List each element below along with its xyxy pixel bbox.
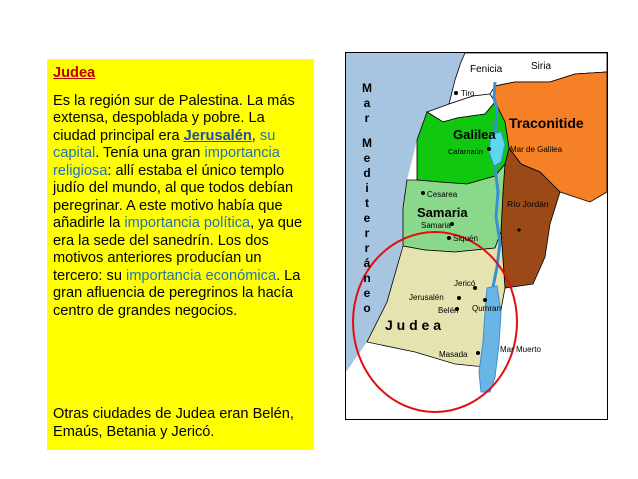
political-importance: importancia política: [124, 215, 251, 231]
sea-letter: r: [364, 226, 370, 240]
economic-importance: importancia económica: [126, 267, 277, 284]
label-siria: Siria: [531, 61, 552, 72]
label-belen: Belén: [438, 306, 459, 315]
religious-importance: importancia religiosa: [53, 145, 280, 179]
label-jerusalen: Jerusalén: [409, 293, 444, 302]
description-paragraph: [53, 93, 308, 321]
city-dot-tiro: [454, 91, 458, 95]
label-fenicia: Fenicia: [470, 64, 503, 75]
sea-letter: e: [363, 211, 371, 225]
sea-letter: e: [363, 286, 371, 300]
label-siquen: Siquén: [453, 234, 478, 243]
label-cesarea: Cesarea: [427, 190, 458, 199]
label-samaria-city: Samaria: [421, 221, 451, 230]
label-mar-de-galilea: Mar de Galilea: [510, 145, 563, 154]
other-cities-paragraph: Otras ciudades de Judea eran Belén, Emaús, Betania y Jericó.: [53, 406, 294, 440]
sea-letter: o: [363, 301, 371, 315]
text-part-3: . Tenía una gran: [95, 145, 205, 161]
palestine-map: [345, 52, 608, 420]
sea-letter: a: [363, 96, 371, 110]
label-jerico: Jericó: [454, 279, 476, 288]
jerusalen-link[interactable]: Jerusalén: [183, 127, 252, 144]
city-dot-masada: [476, 351, 480, 355]
city-dot-jerusalen: [457, 296, 461, 300]
city-dot-peraea: [517, 228, 520, 231]
panel-title: Judea: [53, 65, 96, 81]
sea-letter: M: [362, 81, 372, 95]
label-galilea: Galilea: [453, 127, 496, 142]
label-mar-muerto: Mar Muerto: [500, 345, 541, 354]
label-rio-jordan: Río Jordán: [507, 199, 549, 209]
city-dot-cesarea: [421, 191, 425, 195]
sea-letter: t: [365, 196, 369, 210]
text-part-1: Es la región sur de Palestina. La más extensa, despoblada y pobre. La ciudad principal era: [53, 92, 295, 144]
label-qumran: Qumran: [472, 304, 501, 313]
text-part-5: , ya que era la sede del sanedrín. Los dos motivos anteriores producían un tercero: su: [53, 215, 303, 284]
city-dot-siquen: [447, 236, 451, 240]
city-dot-qumran: [483, 298, 487, 302]
label-traconitide: Traconitide: [509, 115, 584, 131]
capital-phrase: su capital: [53, 127, 276, 161]
judea-description-panel: [47, 59, 314, 450]
sea-letter: i: [365, 181, 369, 195]
label-cafarnaun: Cafarnaún: [448, 147, 484, 156]
sea-letter: M: [362, 136, 372, 150]
label-samaria-region: Samaria: [417, 205, 468, 220]
text-part-4: : allí estaba el único templo judío del mundo, al que todos debían peregrinar. A este motivo había que añadirle la: [53, 162, 294, 231]
label-masada: Masada: [439, 350, 468, 359]
sea-letter: n: [363, 271, 371, 285]
sea-letter: d: [363, 166, 371, 180]
sea-letter: r: [364, 241, 370, 255]
sea-letter: e: [363, 151, 371, 165]
text-part-6: . La gran afluencia de peregrinos la hacía centro de grandes negocios.: [53, 267, 301, 319]
sea-letter: r: [364, 111, 370, 125]
label-judea: J u d e a: [385, 317, 442, 333]
sea-letter: á: [363, 256, 371, 270]
city-dot-cafarnaun: [487, 147, 491, 151]
label-tiro: Tiro: [461, 89, 475, 98]
text-part-2: ,: [251, 127, 260, 144]
